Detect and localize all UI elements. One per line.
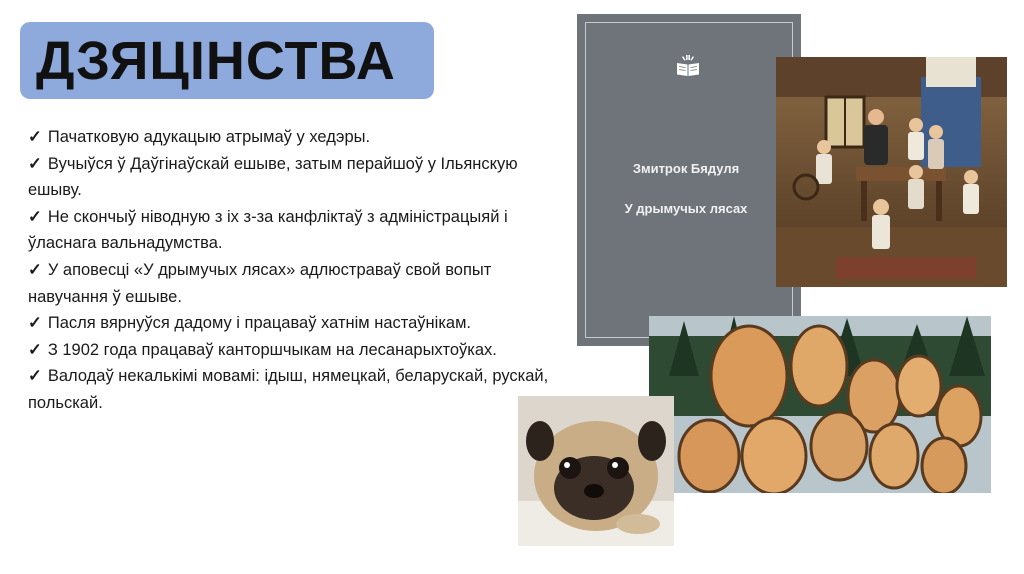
logs-pile-image xyxy=(649,316,991,493)
bullet-text: Вучыўся ў Даўгінаўскай ешыве, затым перайшоў у Ільянскую xyxy=(47,154,518,173)
bullet-item xyxy=(28,151,596,178)
check-icon: ✓ xyxy=(28,154,42,173)
bullet-item xyxy=(28,310,596,337)
book-author: Змитрок Бядуля xyxy=(632,161,740,176)
bullet-item xyxy=(28,204,596,231)
check-icon: ✓ xyxy=(28,367,42,386)
bullet-item xyxy=(28,124,596,151)
check-icon: ✓ xyxy=(28,207,42,226)
book-title: У дрымучых лясах xyxy=(624,201,748,216)
bullet-list xyxy=(28,124,596,417)
bullet-text: Не скончыў ніводную з іх з-за канфліктаў з адміністрацыяй і xyxy=(47,207,508,226)
check-icon: ✓ xyxy=(28,314,42,333)
book-cover-frame xyxy=(585,22,793,338)
bullet-text-continuation: польскай. xyxy=(28,393,103,412)
bullet-text: У аповесці «У дрымучых лясах» адлюстраваў свой вопыт xyxy=(47,260,492,279)
bullet-text-continuation: ешыву. xyxy=(28,181,82,200)
bullet-text-continuation: навучання ў ешыве. xyxy=(28,287,182,306)
check-icon: ✓ xyxy=(28,128,42,146)
bullet-text-continuation: ўласнага вальнадумства. xyxy=(28,234,223,253)
bullet-text: Валодаў некалькімі мовамі: ідыш, нямецкай, беларускай, рускай, xyxy=(47,367,549,386)
bullet-text: З 1902 года працаваў канторшчыкам на лесанарыхтоўках. xyxy=(47,340,497,359)
check-icon: ✓ xyxy=(28,340,42,359)
book-cover xyxy=(577,14,801,346)
classroom-painting-image xyxy=(776,57,1007,287)
bullet-text: Пачатковую адукацыю атрымаў у хедэры. xyxy=(47,128,371,146)
slide-title: ДЗЯЦІНСТВА xyxy=(36,30,396,91)
open-book-icon xyxy=(676,55,700,82)
bullet-item xyxy=(28,337,596,364)
bullet-item xyxy=(28,257,596,284)
check-icon: ✓ xyxy=(28,260,42,279)
pug-dog-image xyxy=(518,396,674,546)
bullet-item xyxy=(28,363,596,390)
bullet-text: Пасля вярнуўся дадому і працаваў хатнім настаўнікам. xyxy=(47,314,472,333)
title-banner xyxy=(20,22,434,99)
